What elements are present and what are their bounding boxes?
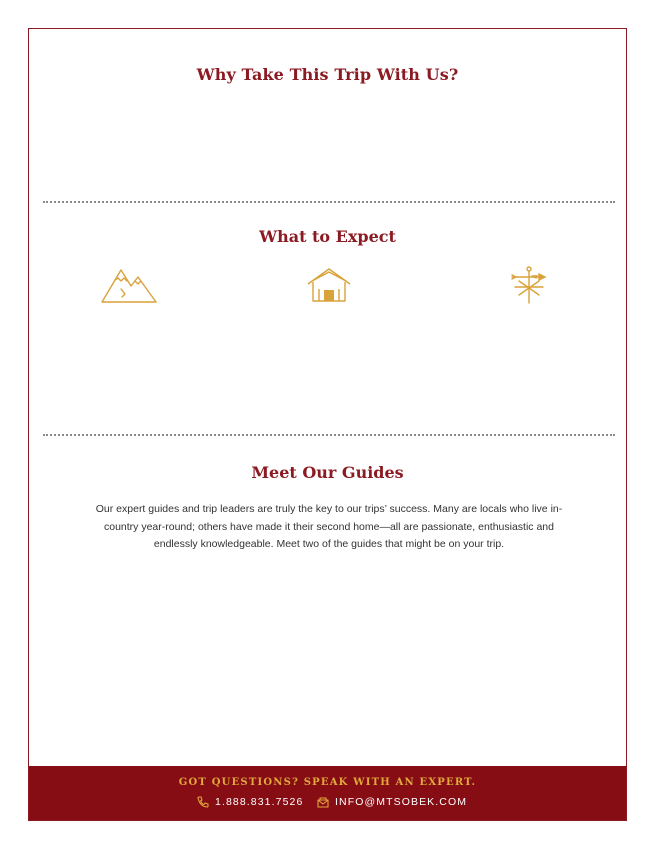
email-contact[interactable] <box>317 795 467 809</box>
section-title-why: Why Take This Trip With Us? <box>196 65 459 84</box>
phone-contact[interactable] <box>197 795 303 809</box>
page-frame <box>28 28 627 821</box>
lodge-icon <box>307 267 351 303</box>
email-address[interactable]: INFO@MTSOBEK.COM <box>335 796 468 808</box>
section-divider <box>43 201 615 203</box>
mail-icon <box>317 797 335 808</box>
contact-footer <box>29 766 626 820</box>
section-title-guides: Meet Our Guides <box>251 463 404 482</box>
weathervane-icon <box>509 265 549 305</box>
footer-cta: GOT QUESTIONS? SPEAK WITH AN EXPERT. <box>178 777 477 788</box>
section-title-expect: What to Expect <box>259 227 396 246</box>
phone-icon <box>197 796 215 808</box>
section-divider <box>43 434 615 436</box>
phone-number[interactable]: 1.888.831.7526 <box>215 796 304 808</box>
mountain-icon <box>101 267 157 303</box>
guides-intro-text: Our expert guides and trip leaders are truly the key to our trips’ success. Many are locals who live in-country year-round; others have made it their second home—all are passionate, enthusiastic and endlessly knowledgeable. Meet two of the guides that might be on your trip. <box>95 503 563 550</box>
